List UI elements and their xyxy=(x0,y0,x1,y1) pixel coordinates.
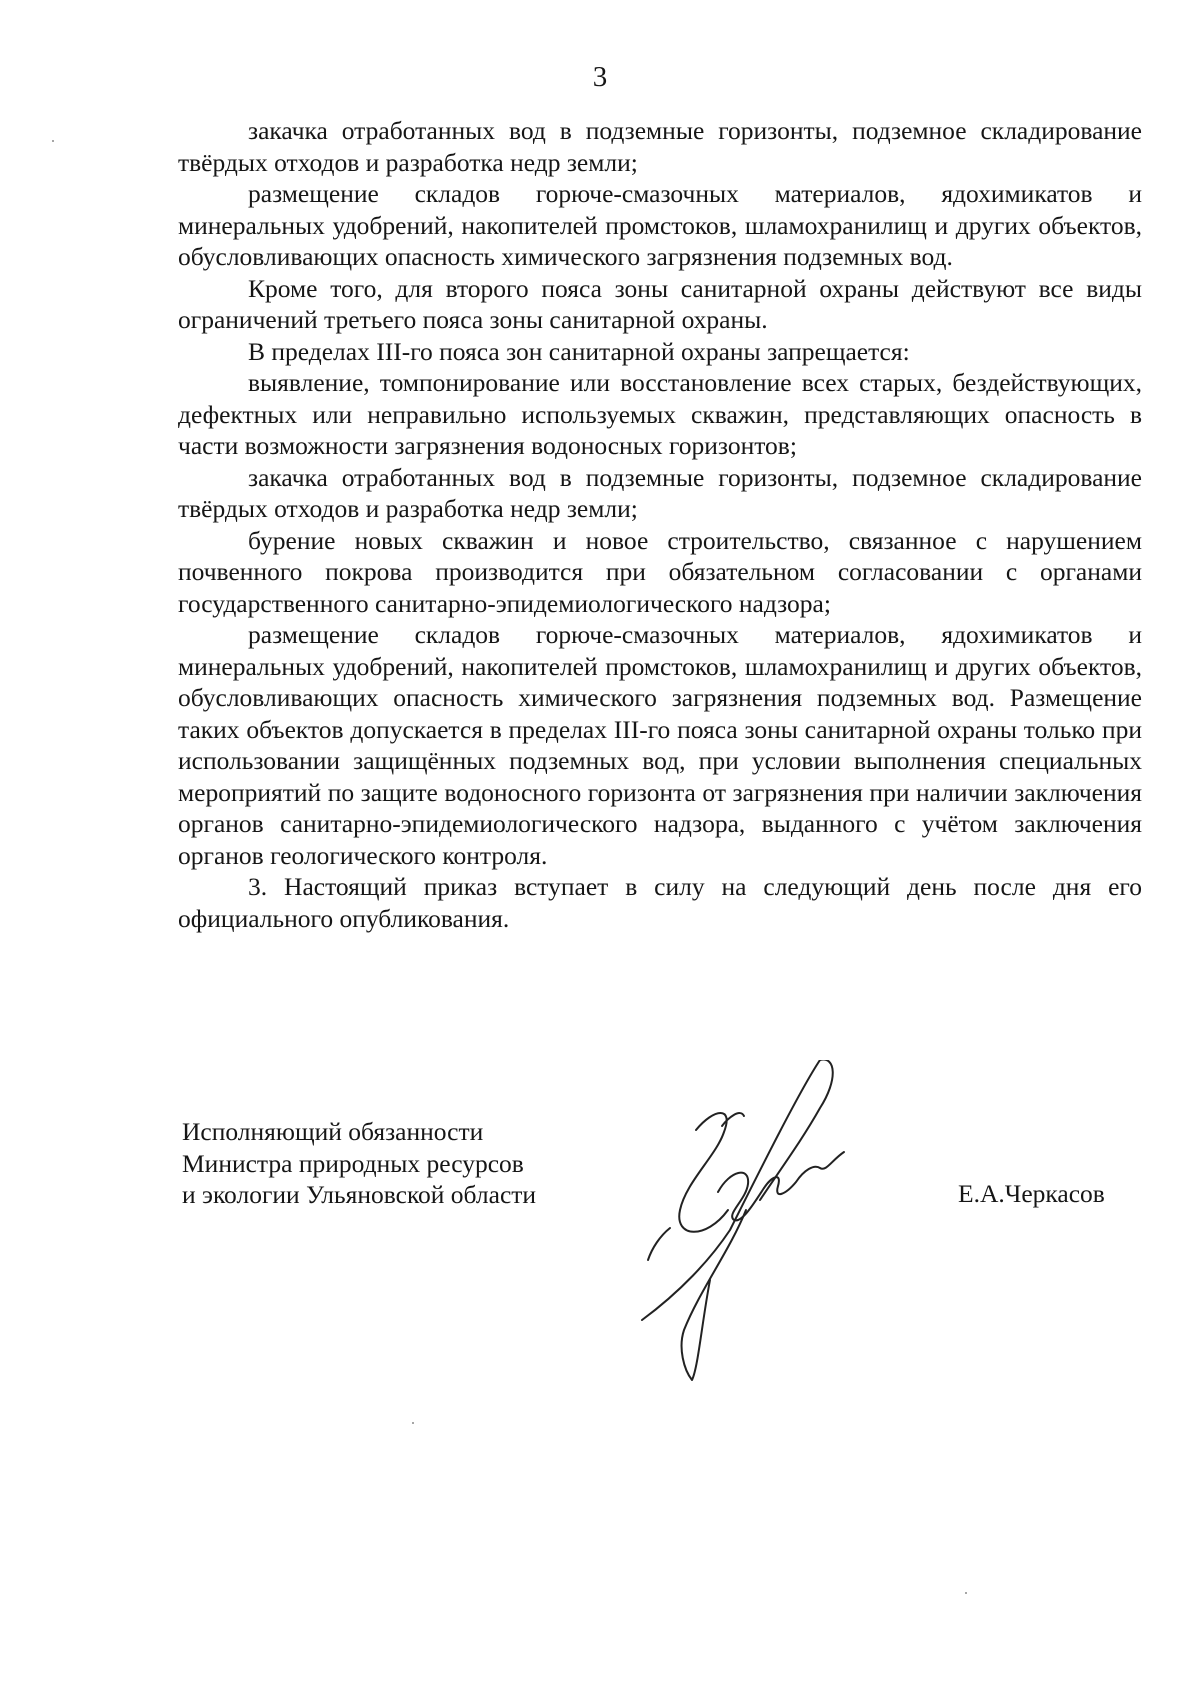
paragraph-storage-ban-2nd-belt: размещение складов горюче-смазочных материалов, ядохимикатов и минеральных удобрений, накопителей промстоков, шламохранилищ и других объектов, обусловливающих опасность химического загрязнения подземных вод. xyxy=(178,179,1142,271)
scan-speck xyxy=(965,1592,967,1594)
paragraph-old-wells: выявление, томпонирование или восстановление всех старых, бездействующих, дефектных или неправильно используемых скважин, представляющих опасность в части возможности загрязнения водоносных горизонтов; xyxy=(178,368,1142,460)
paragraph-order-effective-date: 3. Настоящий приказ вступает в силу на следующий день после дня его официального опубликования. xyxy=(178,872,1142,933)
body-text xyxy=(178,115,1142,934)
paragraph-third-belt-prohibitions-heading: В пределах III-го пояса зон санитарной охраны запрещается: xyxy=(248,336,910,366)
signatory-position-line: Министра природных ресурсов xyxy=(182,1148,524,1178)
signatory-position-line: и экологии Ульяновской области xyxy=(182,1180,537,1209)
handwritten-signature xyxy=(610,1060,910,1400)
signatory-position-line: Исполняющий обязанности xyxy=(182,1117,484,1146)
signatory-position xyxy=(182,1116,536,1211)
paragraph-storage-ban-3rd-belt: размещение складов горюче-смазочных материалов, ядохимикатов и минеральных удобрений, накопителей промстоков, шламохранилищ и других объектов, обусловливающих опасность химического загрязнения подземных вод. Размещение таких объектов допускается в пределах III-го пояса зоны санитарной охраны только при использовании защищённых подземных вод, при условии выполнения специальных мероприятий по защите водоносного горизонта от загрязнения при наличии заключения органов санитарно-эпидемиологического надзора, выданного с учётом заключения органов геологического контроля. xyxy=(178,620,1142,870)
signatory-name: Е.А.Черкасов xyxy=(958,1179,1105,1208)
paragraph-injection-ban-3rd-belt: закачка отработанных вод в подземные горизонты, подземное складирование твёрдых отходов и разработка недр земли; xyxy=(178,462,1142,523)
paragraph-new-wells-drilling: бурение новых скважин и новое строительство, связанное с нарушением почвенного покрова производится при обязательном согласовании с органами государственного санитарно-эпидемиологического надзора; xyxy=(178,525,1142,618)
paragraph-third-belt-restrictions-apply: Кроме того, для второго пояса зоны санитарной охраны действуют все виды ограничений третьего пояса зоны санитарной охраны. xyxy=(178,273,1142,334)
paragraph-injection-ban-2nd-belt: закачка отработанных вод в подземные горизонты, подземное складирование твёрдых отходов и разработка недр земли; xyxy=(178,116,1142,177)
page-number: 3 xyxy=(592,61,608,93)
scan-speck xyxy=(412,1422,414,1424)
scan-speck xyxy=(52,140,54,142)
